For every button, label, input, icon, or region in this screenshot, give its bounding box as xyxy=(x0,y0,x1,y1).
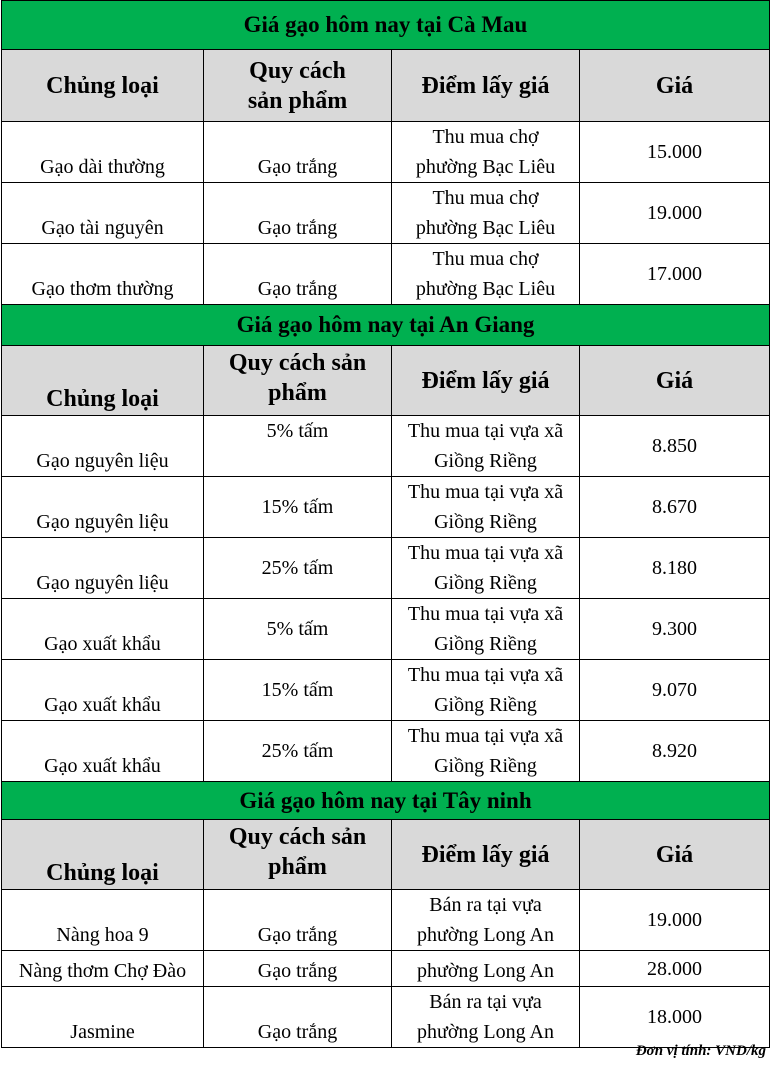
table-row xyxy=(2,244,770,305)
table-row xyxy=(2,890,770,951)
cell-type: Gạo nguyên liệu xyxy=(2,477,204,538)
cell-price: 8.920 xyxy=(580,721,770,782)
cell-location: Thu mua tại vựa xã Giồng Riềng xyxy=(392,477,580,538)
cell-location: Bán ra tại vựa phường Long An xyxy=(392,890,580,951)
cell-type: Gạo xuất khẩu xyxy=(2,721,204,782)
cell-location: Bán ra tại vựa phường Long An xyxy=(392,987,580,1048)
header-price: Giá xyxy=(580,820,770,890)
cell-type: Nàng thơm Chợ Đào xyxy=(2,951,204,987)
table-row xyxy=(2,951,770,987)
header-location: Điểm lấy giá xyxy=(392,820,580,890)
cell-spec: Gạo trắng xyxy=(204,890,392,951)
section-title: Giá gạo hôm nay tại Tây ninh xyxy=(2,782,770,820)
header-type: Chủng loại xyxy=(2,346,204,416)
table-row xyxy=(2,721,770,782)
table-row xyxy=(2,416,770,477)
cell-spec: Gạo trắng xyxy=(204,244,392,305)
unit-note: Đơn vị tính: VND/kg xyxy=(635,1043,766,1059)
table-row xyxy=(2,122,770,183)
section-title: Giá gạo hôm nay tại Cà Mau xyxy=(2,1,770,50)
cell-location: Thu mua chợ phường Bạc Liêu xyxy=(392,122,580,183)
table-row xyxy=(2,987,770,1048)
cell-price: 19.000 xyxy=(580,890,770,951)
cell-location: Thu mua chợ phường Bạc Liêu xyxy=(392,244,580,305)
cell-price: 17.000 xyxy=(580,244,770,305)
cell-type: Gạo dài thường xyxy=(2,122,204,183)
table-row xyxy=(2,660,770,721)
cell-price: 9.300 xyxy=(580,599,770,660)
table-row xyxy=(2,183,770,244)
section-title: Giá gạo hôm nay tại An Giang xyxy=(2,305,770,346)
cell-location: phường Long An xyxy=(392,951,580,987)
cell-spec: 25% tấm xyxy=(204,721,392,782)
cell-price: 15.000 xyxy=(580,122,770,183)
cell-spec: 25% tấm xyxy=(204,538,392,599)
header-location: Điểm lấy giá xyxy=(392,346,580,416)
cell-location: Thu mua tại vựa xã Giồng Riềng xyxy=(392,538,580,599)
cell-spec: Gạo trắng xyxy=(204,951,392,987)
cell-spec: Gạo trắng xyxy=(204,122,392,183)
cell-price: 9.070 xyxy=(580,660,770,721)
cell-location: Thu mua chợ phường Bạc Liêu xyxy=(392,183,580,244)
cell-type: Gạo xuất khẩu xyxy=(2,660,204,721)
cell-price: 18.000 xyxy=(580,987,770,1048)
cell-type: Jasmine xyxy=(2,987,204,1048)
cell-spec: 5% tấm xyxy=(204,599,392,660)
cell-location: Thu mua tại vựa xã Giồng Riềng xyxy=(392,660,580,721)
cell-type: Gạo thơm thường xyxy=(2,244,204,305)
cell-spec: 5% tấm xyxy=(204,416,392,477)
cell-type: Gạo tài nguyên xyxy=(2,183,204,244)
cell-spec: Gạo trắng xyxy=(204,987,392,1048)
header-price: Giá xyxy=(580,50,770,122)
header-spec: Quy cách sản phẩm xyxy=(204,50,392,122)
cell-spec: Gạo trắng xyxy=(204,183,392,244)
cell-price: 8.670 xyxy=(580,477,770,538)
cell-location: Thu mua tại vựa xã Giồng Riềng xyxy=(392,721,580,782)
header-price: Giá xyxy=(580,346,770,416)
section-title-row xyxy=(2,1,770,50)
header-type: Chủng loại xyxy=(2,50,204,122)
cell-spec: 15% tấm xyxy=(204,477,392,538)
header-row xyxy=(2,346,770,416)
cell-price: 8.180 xyxy=(580,538,770,599)
cell-spec: 15% tấm xyxy=(204,660,392,721)
table-row xyxy=(2,599,770,660)
cell-price: 19.000 xyxy=(580,183,770,244)
table-row xyxy=(2,538,770,599)
cell-price: 8.850 xyxy=(580,416,770,477)
cell-location: Thu mua tại vựa xã Giồng Riềng xyxy=(392,416,580,477)
cell-location: Thu mua tại vựa xã Giồng Riềng xyxy=(392,599,580,660)
table-row xyxy=(2,477,770,538)
cell-price: 28.000 xyxy=(580,951,770,987)
header-row xyxy=(2,50,770,122)
cell-type: Nàng hoa 9 xyxy=(2,890,204,951)
section-title-row xyxy=(2,782,770,820)
header-spec: Quy cách sản phẩm xyxy=(204,346,392,416)
header-location: Điểm lấy giá xyxy=(392,50,580,122)
header-row xyxy=(2,820,770,890)
header-type: Chủng loại xyxy=(2,820,204,890)
cell-type: Gạo nguyên liệu xyxy=(2,538,204,599)
section-title-row xyxy=(2,305,770,346)
cell-type: Gạo nguyên liệu xyxy=(2,416,204,477)
rice-price-table xyxy=(1,0,770,1048)
cell-type: Gạo xuất khẩu xyxy=(2,599,204,660)
header-spec: Quy cách sản phẩm xyxy=(204,820,392,890)
